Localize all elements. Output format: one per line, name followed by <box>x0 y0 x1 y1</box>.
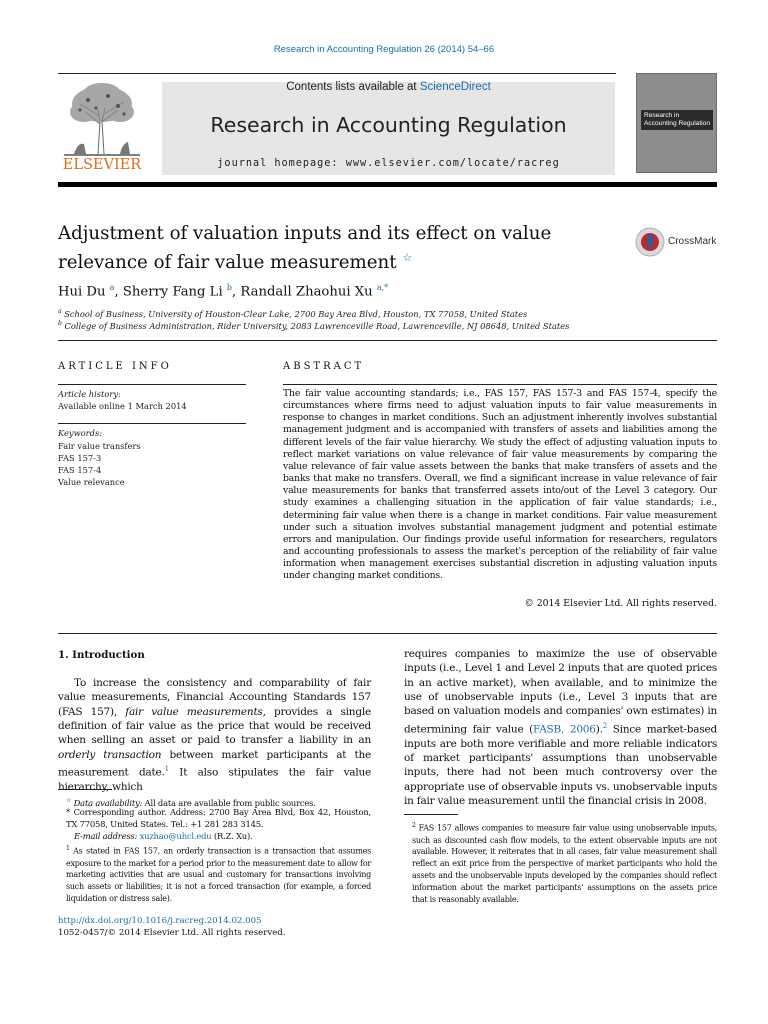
article-title-text: Adjustment of valuation inputs and its effect on value relevance of fair value measurement <box>58 223 552 274</box>
body-text: ). <box>595 723 603 736</box>
intro-paragraph-right <box>404 647 717 808</box>
header-thick-rule <box>58 182 717 187</box>
keywords-rule <box>58 423 246 424</box>
affiliation-b <box>58 320 569 331</box>
footnote-mark: ☆ <box>66 797 72 804</box>
author-name[interactable]: Sherry Fang Li <box>122 284 223 300</box>
footnote-1 <box>58 843 371 905</box>
footnote-email <box>58 830 371 842</box>
keyword-item: Fair value transfers <box>58 441 141 451</box>
contents-prefix: Contents lists available at <box>286 81 420 93</box>
article-info-heading: ARTICLE INFO <box>58 361 172 372</box>
journal-reference[interactable]: Research in Accounting Regulation 26 (2014) 54–66 <box>273 44 495 55</box>
footnote-text: As stated in FAS 157, an orderly transaction is a transaction that assumes exposure to the market for a period prior to the measurement date to allow for marketing activities that are usual and customary for transactions involving such assets or liabilities; it is not a forced transaction (for example, a forced liquidation or distress sale). <box>66 846 371 904</box>
footnote-text: Corresponding author. Address: 2700 Bay Area Blvd, Box 42, Houston, TX 77058, United States. Tel.: +1 281 283 3145. <box>66 807 371 830</box>
affiliation-text: College of Business Administration, Rider University, 2083 Lawrenceville Road, Lawrenceville, NJ 08648, United States <box>64 320 570 331</box>
issn-copyright: 1052-0457/© 2014 Elsevier Ltd. All rights reserved. <box>58 928 286 938</box>
article-history-value: Available online 1 March 2014 <box>58 401 187 411</box>
footnote-mark: 1 <box>66 845 70 852</box>
cover-title: Research in Accounting Regulation <box>641 110 713 130</box>
doi-link[interactable]: http://dx.doi.org/10.1016/j.racreg.2014.02.005 <box>58 916 262 926</box>
article-title <box>58 222 628 275</box>
article-info-rule <box>58 384 246 385</box>
header-top-rule <box>58 73 616 74</box>
citation-link[interactable]: FASB, 2006 <box>533 723 596 736</box>
author-separator: , <box>114 284 123 300</box>
crossmark-icon <box>635 227 665 257</box>
affiliation-mark: a <box>58 308 62 315</box>
crossmark-label: CrossMark <box>668 236 717 247</box>
body-text: Since market-based inputs are both more verifiable and more reliable indicators of market participants' assumptions than unobservable inputs, there had not been much controversy over the appropriate use of observable inputs vs. unobservable inputs in fair value measurement until the financial crisis in 2008. <box>404 723 717 807</box>
body-emphasis: orderly transaction <box>58 748 162 761</box>
author-list <box>58 283 388 299</box>
affiliation-mark: b <box>58 320 62 327</box>
author-name[interactable]: Hui Du <box>58 284 106 300</box>
footnote-ref-1[interactable]: 1 <box>164 765 169 774</box>
intro-paragraph-left <box>58 676 371 794</box>
journal-cover-thumbnail <box>636 73 717 173</box>
sciencedirect-link[interactable]: ScienceDirect <box>419 81 491 93</box>
journal-title: Research in Accounting Regulation <box>210 113 567 137</box>
body-text: To increase the consistency and comparability of fair value measurements, Financial Accounting Standards 157 (FAS 157), <box>58 677 371 718</box>
email-link[interactable]: xuzhao@uhcl.edu <box>139 831 212 841</box>
body-text: between market participants at the measurement date. <box>58 748 371 779</box>
body-text: requires companies to maximize the use of observable inputs (i.e., Level 1 and Level 2 inputs that are quoted prices in an active market), when available, and to minimize the use of unobservable inputs (i.e., Level 3 inputs that are based on valuation models and companies' own estimates) in determining fair value ( <box>404 648 717 736</box>
body-rule <box>58 633 717 634</box>
article-history-label: Article history: <box>58 389 121 399</box>
keyword-item: FAS 157-4 <box>58 465 102 475</box>
footnote-rule-left <box>58 789 112 790</box>
footnote-label: E-mail address: <box>74 831 138 841</box>
affiliation-a <box>58 308 527 319</box>
footnote-corresponding-author <box>58 806 371 830</box>
author-affiliation-mark[interactable]: a,* <box>376 283 389 292</box>
footnote-2 <box>404 820 717 906</box>
elsevier-wordmark: ELSEVIER <box>62 157 142 173</box>
affiliation-text: School of Business, University of Houston-Clear Lake, 2700 Bay Area Blvd, Houston, TX 77058, United States <box>64 308 528 319</box>
author-affiliation-mark[interactable]: a <box>109 283 115 292</box>
author-affiliation-mark[interactable]: b <box>226 283 232 292</box>
abstract-rule <box>283 384 717 385</box>
footnote-label: Data availability: <box>73 797 143 808</box>
keyword-item: Value relevance <box>58 477 125 487</box>
footnote-text: FAS 157 allows companies to measure fair value using unobservable inputs, such as discounted cash flow models, to the extent observable inputs are not available. However, it reiterates that in all cases, fair value measurement shall reflect an exit price from the perspective of market participants who hold the assets and the unobservable inputs developed by the companies should reflect information about the market participants' assumptions on the assets price that is reasonably available. <box>412 823 717 905</box>
footnote-mark: * <box>66 807 70 817</box>
section-rule <box>58 340 717 341</box>
abstract-heading: ABSTRACT <box>283 361 365 372</box>
footnote-rule-right <box>404 814 458 815</box>
crossmark-badge[interactable] <box>635 227 720 257</box>
body-emphasis: fair value measurements <box>125 705 263 718</box>
keywords-list <box>58 440 141 488</box>
contents-line <box>162 81 615 93</box>
body-text: It also stipulates the fair value hierarchy, which <box>58 766 371 793</box>
journal-homepage[interactable]: journal homepage: www.elsevier.com/locate/racreg <box>217 158 560 169</box>
footnote-text: (R.Z. Xu). <box>211 831 253 841</box>
footnote-ref-2[interactable]: 2 <box>602 721 607 730</box>
author-separator: , <box>232 284 241 300</box>
abstract-text: The fair value accounting standards; i.e., FAS 157, FAS 157-3 and FAS 157-4, specify the circumstances where firms need to adjust valuation inputs to fair value measurements in response to changes in market conditions. Such an adjustment inherently involves substantial management judgment and is accompanied with transfers of assets and liabilities among the different levels of the fair value hierarchy. We study the effect of adjusting valuation inputs to reflect market variations on value relevance of fair value measurements by comparing the value relevance of fair value assets between the banks that make transfers of assets and the banks that make no transfers. Overall, we find a significant increase in value relevance of fair value measurements for banks that transferred assets into/out of the Level 3 category. Our study examines a challenging situation in the application of fair value standards; i.e., determining fair value when there is a change in market conditions. Fair value measurement under such a situation involves substantial management judgment and potential estimate errors and manipulation. Our findings provide useful information for researchers, regulators and accounting professionals to assess the market's perception of the reliability of fair value information when management exercises substantial discretion in adjusting valuation inputs under changing market conditions. <box>283 388 717 582</box>
footnote-text: All data are available from public sources. <box>142 797 316 808</box>
author-name[interactable]: Randall Zhaohui Xu <box>240 284 373 300</box>
footnote-mark: 2 <box>412 822 416 829</box>
introduction-heading: 1. Introduction <box>58 649 145 661</box>
title-footnote-mark[interactable]: ☆ <box>402 251 413 264</box>
body-text: , provides a single definition of fair value as the price that would be received when selling an asset or paid to transfer a liability in an <box>58 705 371 747</box>
abstract-copyright: © 2014 Elsevier Ltd. All rights reserved. <box>524 598 717 609</box>
keywords-label: Keywords: <box>58 428 103 438</box>
keyword-item: FAS 157-3 <box>58 453 102 463</box>
